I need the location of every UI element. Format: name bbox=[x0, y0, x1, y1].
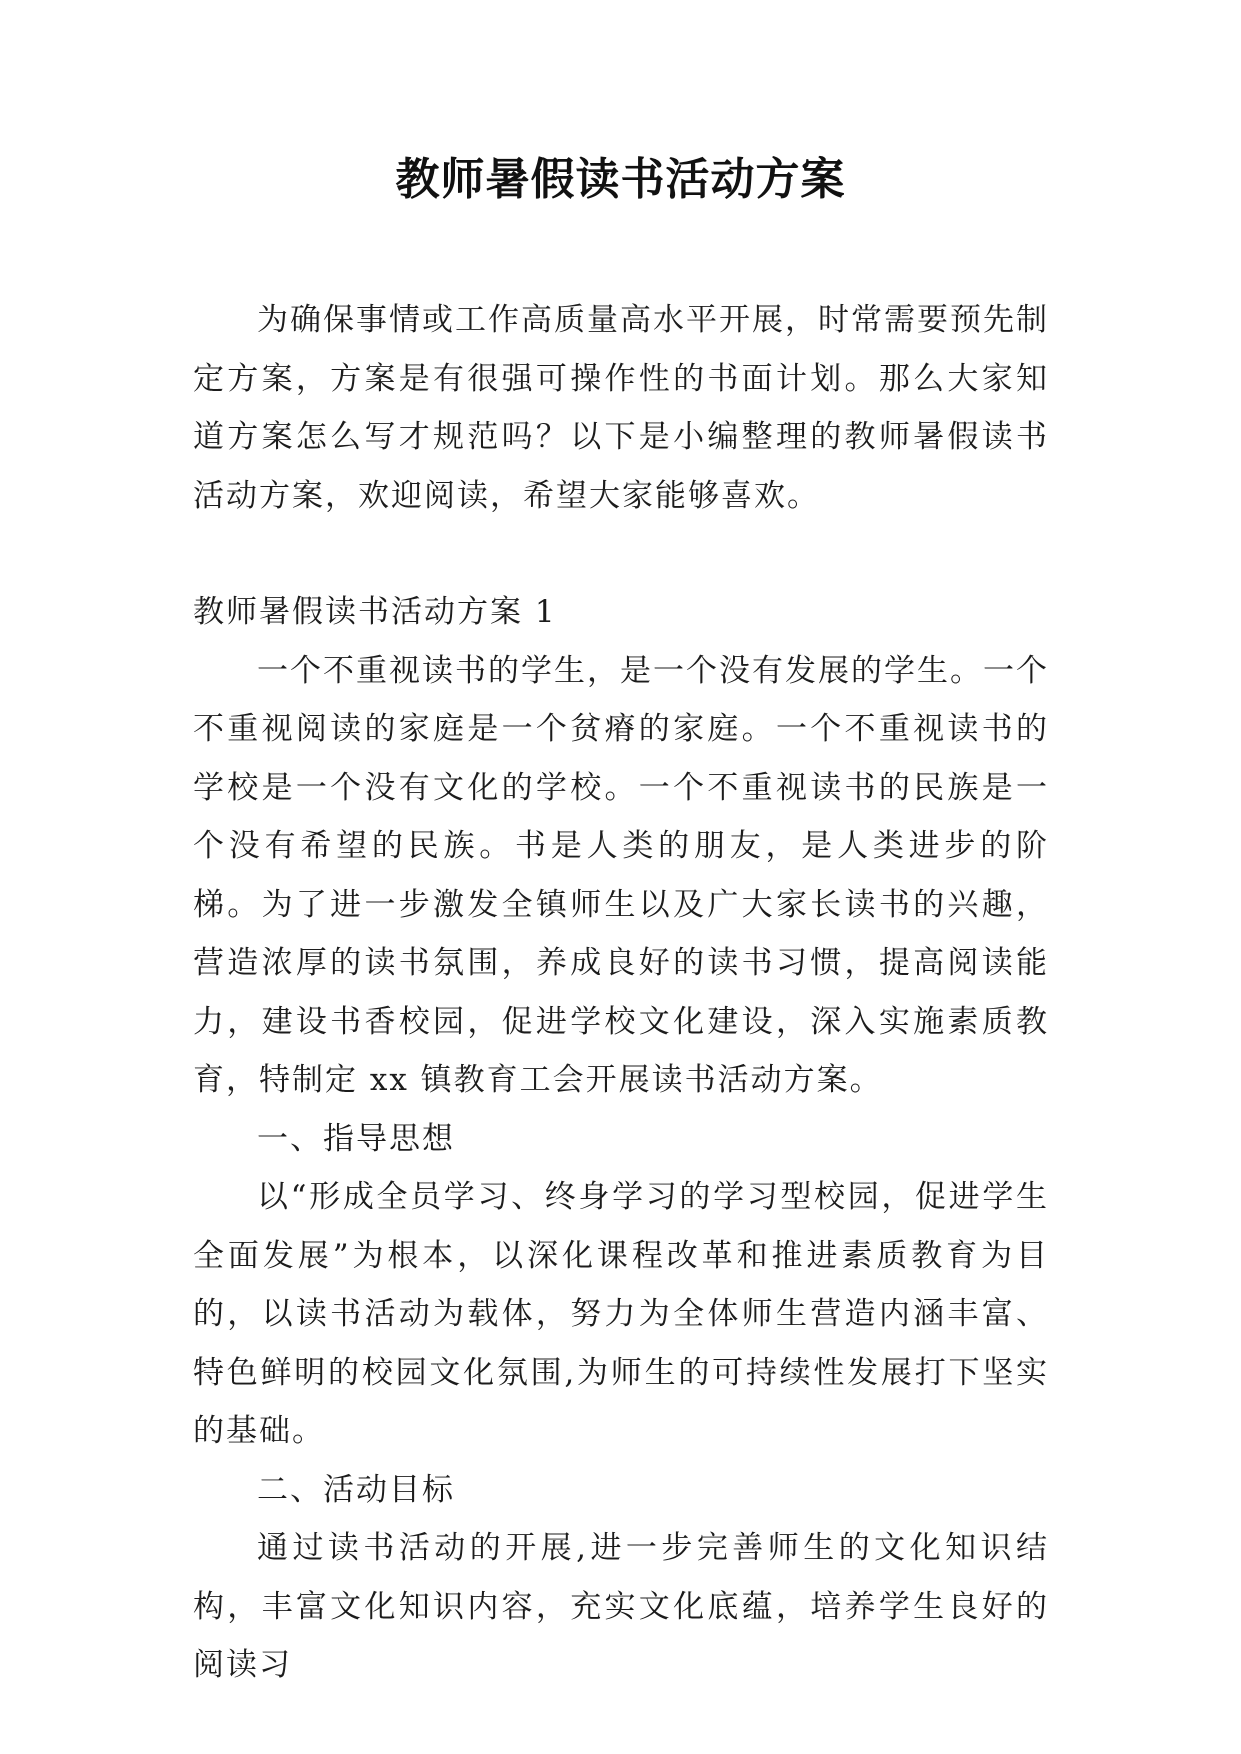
intro-block bbox=[193, 291, 1049, 525]
paragraph-reading-importance: 一个不重视读书的学生，是一个没有发展的学生。一个不重视阅读的家庭是一个贫瘠的家庭。一个不重视读书的学校是一个没有文化的学校。一个不重视读书的民族是一个没有希望的民族。书是人类的朋友，是人类进步的阶梯。为了进一步激发全镇师生以及广大家长读书的兴趣，营造浓厚的读书氛围，养成良好的读书习惯，提高阅读能力，建设书香校园，促进学校文化建设，深入实施素质教育，特制定 xx 镇教育工会开展读书活动方案。 bbox=[193, 652, 1049, 1098]
intro-paragraph: 为确保事情或工作高质量高水平开展，时常需要预先制定方案，方案是有很强可操作性的书面计划。那么大家知道方案怎么写才规范吗？以下是小编整理的教师暑假读书活动方案，欢迎阅读，希望大家能够喜欢。 bbox=[193, 302, 1049, 514]
document-title: 教师暑假读书活动方案 bbox=[395, 154, 846, 205]
subheading-activity-goals: 二、活动目标 bbox=[257, 1471, 455, 1508]
paragraph-activity-goals: 通过读书活动的开展,进一步完善师生的文化知识结构，丰富文化知识内容，充实文化底蕴，培养学生良好的阅读习 bbox=[193, 1530, 1049, 1683]
paragraph-guiding-ideology: 以“形成全员学习、终身学习的学习型校园，促进学生全面发展”为根本，以深化课程改革和推进素质教育为目的，以读书活动为载体，努力为全体师生营造内涵丰富、特色鲜明的校园文化氛围,为师生的可持续性发展打下坚实的基础。 bbox=[193, 1179, 1049, 1449]
subheading-guiding-ideology: 一、指导思想 bbox=[257, 1120, 455, 1157]
section-heading: 教师暑假读书活动方案 1 bbox=[193, 594, 557, 630]
section-1 bbox=[193, 583, 1049, 1695]
